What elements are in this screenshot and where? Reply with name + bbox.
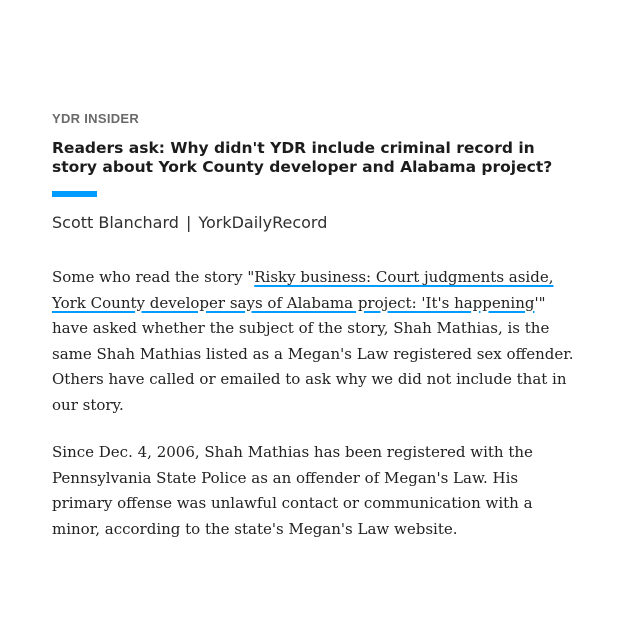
section-kicker: YDR INSIDER	[52, 111, 140, 126]
byline-separator: |	[185, 213, 192, 232]
related-story-link[interactable]: Risky business: Court judgments aside, York County developer says of Alabama project: 'It's happening	[52, 268, 554, 312]
paragraph-2: Since Dec. 4, 2006, Shah Mathias has been registered with the Pennsylvania State Police as an offender of Megan's Law. His primary offense was unlawful contact or communication with a minor, according to the state's Megan's Law website.	[52, 443, 533, 538]
paragraph-1-intro: Some who read the story "	[52, 268, 255, 286]
byline	[52, 212, 582, 234]
article	[52, 110, 582, 542]
paragraph-1	[52, 265, 582, 418]
paragraph-1-rest: '" have asked whether the subject of the story, Shah Mathias, is the same Shah Mathias listed as a Megan's Law registered sex offender. Others have called or emailed to ask why we did not include that in our story.	[52, 293, 574, 414]
publication-name: YorkDailyRecord	[198, 213, 328, 232]
author-name: Scott Blanchard	[52, 213, 179, 232]
headline: Readers ask: Why didn't YDR include criminal record in story about York County developer and Alabama project?	[52, 139, 553, 176]
headline-accent-bar	[52, 191, 97, 197]
